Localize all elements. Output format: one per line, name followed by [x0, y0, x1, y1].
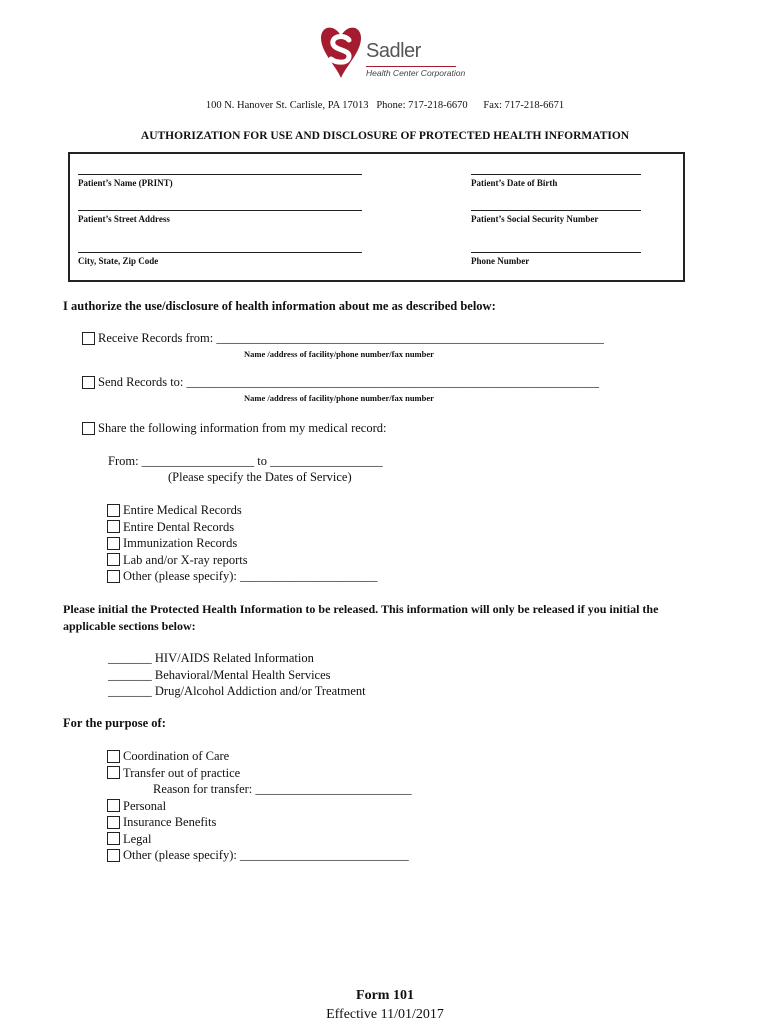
logo-subtitle: Health Center Corporation	[366, 68, 466, 78]
transfer-reason-field[interactable]	[107, 781, 412, 798]
purpose-option-coordination	[107, 748, 412, 765]
purpose-checkbox[interactable]	[107, 816, 120, 829]
purpose-checkbox[interactable]	[107, 832, 120, 845]
purpose-checkbox[interactable]	[107, 750, 120, 763]
patient-dob-field[interactable]	[471, 174, 641, 188]
logo-divider	[366, 66, 456, 67]
send-records-label: Send Records to: __________________________________________________________________	[98, 375, 600, 389]
purpose-option-personal	[107, 798, 412, 815]
initial-instructions: Please initial the Protected Health Information to be released. This information will only be released if you initial the applicable sections below:	[63, 602, 659, 633]
purpose-option-other	[107, 847, 412, 864]
date-range-line[interactable]: From: __________________ to __________________	[108, 454, 383, 468]
receive-records-option	[82, 331, 604, 346]
purpose-label: Insurance Benefits	[123, 815, 217, 829]
purpose-label: Transfer out of practice	[123, 765, 241, 780]
authorize-heading: I authorize the use/disclosure of health information about me as described below:	[63, 299, 496, 313]
patient-phone-label: Phone Number	[471, 256, 530, 266]
patient-dob-label: Patient’s Date of Birth	[471, 178, 558, 188]
purpose-heading: For the purpose of:	[63, 716, 166, 730]
receive-records-checkbox[interactable]	[82, 332, 95, 345]
record-label: Entire Dental Records	[123, 519, 235, 534]
send-records-hint: Name /address of facility/phone number/fax number	[244, 393, 434, 403]
logo-name: Sadler	[366, 40, 421, 62]
purpose-checkbox[interactable]	[107, 799, 120, 812]
record-checkbox[interactable]	[107, 553, 120, 566]
share-info-label: Share the following information from my medical record:	[98, 421, 387, 435]
record-label: Immunization Records	[123, 536, 238, 550]
purpose-label: Personal	[123, 798, 167, 813]
record-option-other	[107, 568, 377, 585]
effective-date: Effective 11/01/2017	[326, 1007, 444, 1022]
patient-ssn-field[interactable]	[471, 210, 641, 224]
patient-name-label: Patient’s Name (PRINT)	[78, 178, 173, 188]
address-line: 100 N. Hanover St. Carlisle, PA 17013 Phone: 717-218-6670 Fax: 717-218-6671	[205, 100, 565, 111]
purpose-label: Legal	[123, 831, 152, 846]
initial-item-hiv[interactable]: _______ HIV/AIDS Related Information	[108, 651, 314, 665]
purpose-checkbox[interactable]	[107, 766, 120, 779]
share-info-checkbox[interactable]	[82, 422, 95, 435]
transfer-reason-label: Reason for transfer: _________________________	[153, 782, 412, 796]
form-title: AUTHORIZATION FOR USE AND DISCLOSURE OF PROTECTED HEALTH INFORMATION	[140, 130, 630, 142]
record-checkbox[interactable]	[107, 570, 120, 583]
send-records-checkbox[interactable]	[82, 376, 95, 389]
initial-item-behavioral[interactable]: _______ Behavioral/Mental Health Services	[108, 667, 331, 682]
form-number: Form 101	[356, 988, 414, 1003]
record-checkbox[interactable]	[107, 504, 120, 517]
patient-city-label: City, State, Zip Code	[78, 256, 159, 266]
patient-info-box	[68, 152, 685, 282]
patient-name-field[interactable]	[78, 174, 362, 188]
record-option-medical	[107, 502, 377, 519]
initial-item-drug[interactable]: _______ Drug/Alcohol Addiction and/or Treatment	[108, 684, 366, 698]
record-checkbox[interactable]	[107, 537, 120, 550]
records-list	[107, 502, 377, 585]
receive-records-hint: Name /address of facility/phone number/fax number	[244, 349, 434, 359]
patient-phone-field[interactable]	[471, 252, 641, 266]
purpose-option-legal	[107, 831, 412, 848]
record-label: Entire Medical Records	[123, 503, 242, 517]
purpose-label: Other (please specify): ___________________________	[123, 848, 409, 862]
sadler-logo	[318, 22, 466, 82]
record-option-dental	[107, 519, 377, 536]
purpose-label: Coordination of Care	[123, 749, 230, 763]
receive-records-label: Receive Records from: ______________________________________________________________	[98, 331, 604, 345]
patient-street-field[interactable]	[78, 210, 362, 224]
dates-note: (Please specify the Dates of Service)	[168, 470, 352, 484]
record-label: Other (please specify): ______________________	[123, 569, 378, 583]
record-checkbox[interactable]	[107, 520, 120, 533]
patient-city-field[interactable]	[78, 252, 362, 266]
purpose-list	[107, 748, 412, 864]
purpose-option-insurance	[107, 814, 412, 831]
record-label: Lab and/or X-ray reports	[123, 552, 248, 567]
purpose-checkbox[interactable]	[107, 849, 120, 862]
patient-ssn-label: Patient’s Social Security Number	[471, 214, 599, 224]
initial-list	[108, 650, 366, 700]
record-option-lab	[107, 552, 377, 569]
record-option-immunization	[107, 535, 377, 552]
patient-street-label: Patient’s Street Address	[78, 214, 170, 224]
heart-logo-icon	[318, 22, 364, 80]
purpose-option-transfer	[107, 765, 412, 782]
send-records-option	[82, 375, 599, 390]
share-info-option	[82, 421, 386, 436]
